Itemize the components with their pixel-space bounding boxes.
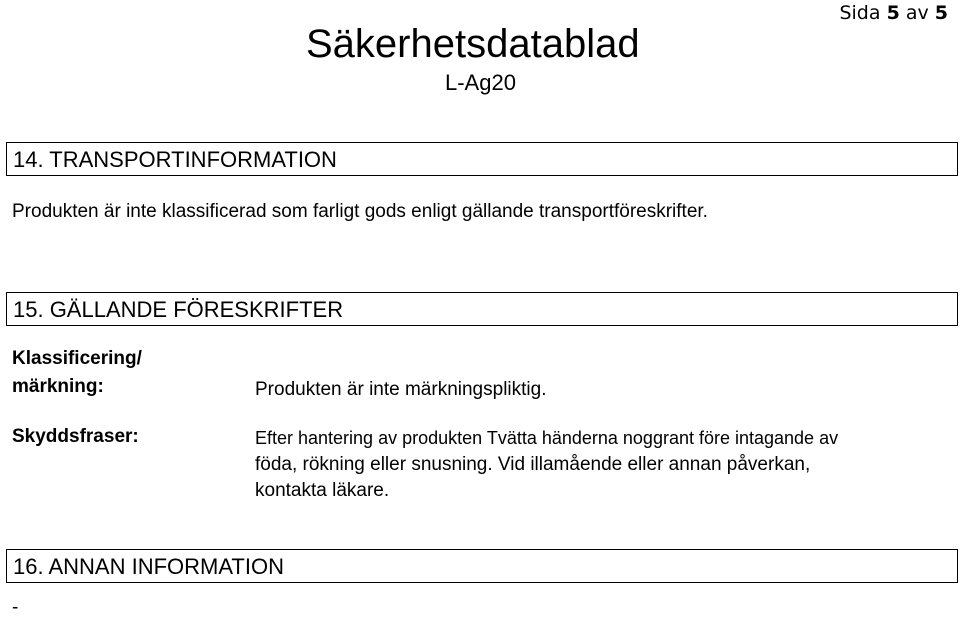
section-14-heading: 14. TRANSPORTINFORMATION [6, 142, 958, 176]
section-16-text: - [12, 597, 19, 618]
section-16-heading: 16. ANNAN INFORMATION [6, 549, 958, 583]
safety-phrases-label: Skyddsfraser: [12, 426, 139, 447]
safety-phrases-line2: föda, rökning eller snusning. Vid illamående eller annan påverkan, [255, 454, 811, 475]
safety-phrases-line3: kontakta läkare. [255, 480, 390, 501]
classification-label-line2: märkning: [12, 376, 104, 397]
page-separator: av [899, 2, 935, 24]
document-subtitle: L-Ag20 [445, 70, 516, 95]
section-15-heading: 15. GÄLLANDE FÖRESKRIFTER [6, 292, 958, 326]
classification-value: Produkten är inte märkningspliktig. [255, 379, 547, 400]
safety-phrases-line1: Efter hantering av produkten Tvätta händerna noggrant före intagande av [255, 428, 839, 448]
section-14-text: Produkten är inte klassificerad som farligt gods enligt gällande transportföreskrifter. [12, 201, 708, 222]
page-total: 5 [934, 2, 948, 24]
page-label: Sida [839, 2, 887, 24]
document-title: Säkerhetsdatablad [306, 22, 640, 66]
page-current: 5 [886, 2, 900, 24]
page-number [839, 2, 948, 24]
classification-label-line1: Klassificering/ [12, 348, 142, 369]
